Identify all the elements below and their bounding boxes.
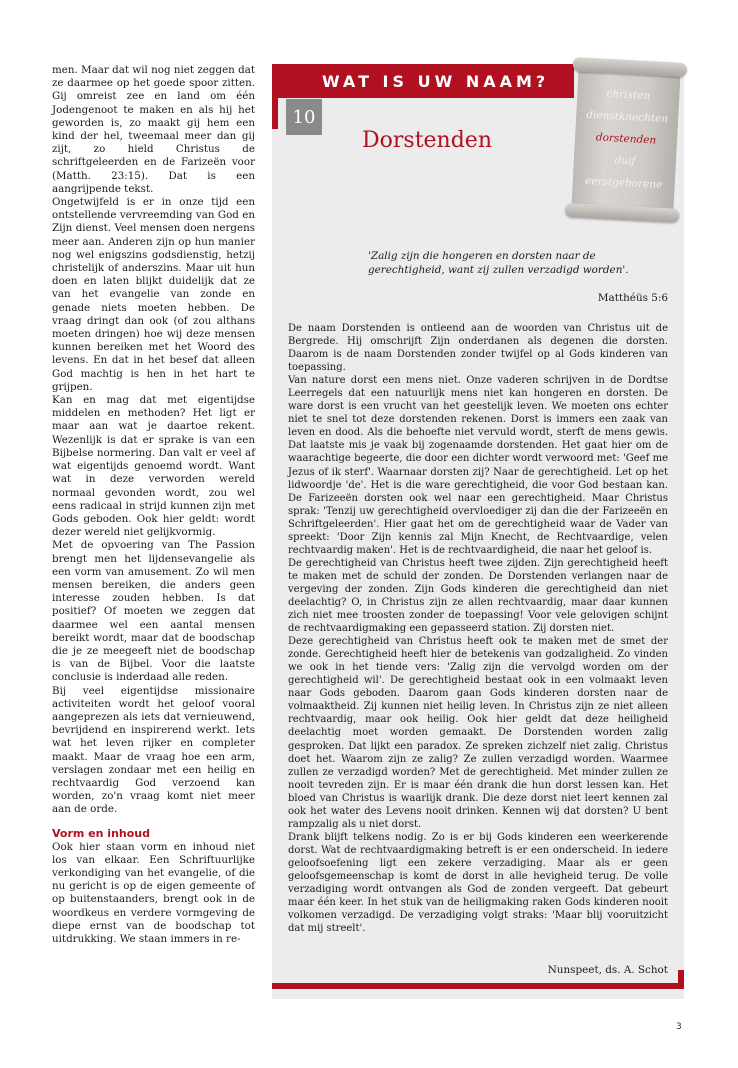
name-item: eerstgeborene <box>584 174 663 191</box>
name-item: dienstknechten <box>586 108 669 126</box>
episode-number: 10 <box>286 99 322 135</box>
article-title: Dorstenden <box>362 128 492 153</box>
author-signature: Nunspeet, ds. A. Schot <box>547 964 668 976</box>
left-column <box>52 64 255 946</box>
left-paragraph: Ongetwijfeld is er in onze tijd een ontstellende vervreemding van God en Zijn dienst. Veel mensen doen nergens meer aan. Anderen zijn op hun manier nog wel enigszins godsdienstig, hetzij christelijk of anderszins. Maar uit hun doen en laten blijkt duidelijk dat ze van het evangelie van zonde en genade niets moeten hebben. De vraag dringt dan ook (of zou althans moeten dringen) hoe wij deze mensen kunnen bereiken met het Woord des levens. En dat in het besef dat alleen God machtig is hen in het hart te grijpen. <box>52 196 255 393</box>
article-body <box>288 322 668 935</box>
body-paragraph: Deze gerechtigheid van Christus heeft ook te maken met de smet der zonde. Gerechtigheid heeft hier de betekenis van godzaligheid. Zo vinden we ook in het tiende vers: 'Zalig zijn die vervolgd worden om der gerechtigheid wil'. De gerechtigheid bestaat ook in een volmaakt leven naar Gods geboden. Daarom gaan Gods kinderen dorsten naar de volmaaktheid. Zij kunnen niet heilig leven. In Christus zijn ze niet alleen rechtvaardig, maar ook heilig. Ook hier geldt dat deze heiligheid deelachtig moet worden gemaakt. De Dorstenden worden zalig gesproken. Dat lijkt een paradox. Ze spreken zichzelf niet zalig. Christus doet het. Waarom zijn ze zalig? Ze zullen verzadigd worden. Waarmee zullen ze verzadigd worden? Met de gerechtigheid. Met minder zullen ze nooit tevreden zijn. Er is maar één drank die hun dorst lessen kan. Het bloed van Christus is waarlijk drank. Die deze dorst niet leert kennen zal ook het water des Levens nooit drinken. Kennen wij dat dorsten? U bent rampzalig als u niet dorst. <box>288 636 668 830</box>
left-paragraph: Bij veel eigentijdse missionaire activiteiten wordt het geloof vooral aangeprezen als iets dat vernieuwend, bevrijdend en inspirerend werkt. Iets wat het leven rijker en completer maakt. Maar de vraag hoe een arm, verslagen zondaar met een heilig en rechtvaardig God verzoend kan worden, zo'n vraag komt niet meer aan de orde. <box>52 684 255 816</box>
name-item-active: dorstenden <box>595 131 657 147</box>
page-number: 3 <box>676 1022 682 1032</box>
left-paragraph: Kan en mag dat met eigentijdse middelen en methoden? Het ligt er maar aan wat je daartoe rekent. Wezenlijk is dat er sprake is van een Bijbelse normering. Dan valt er veel af wat eigentijds genoemd wordt. Want wat in deze verworden wereld normaal gevonden wordt, zou wel eens radicaal in strijd kunnen zijn met Gods geboden. Ook hier geldt: wordt dezer wereld niet gelijkvormig. <box>52 394 255 539</box>
scroll-illustration <box>563 57 689 223</box>
bible-reference: Matthéüs 5:6 <box>597 292 668 304</box>
names-list <box>572 81 680 196</box>
left-paragraph: men. Maar dat wil nog niet zeggen dat ze daarmee op het goede spoor zitten. Gij omreist zee en land om één Jodengenoot te maken en als hij het geworden is, zo maakt gij hem een kind der hel, tweemaal meer dan gij zijt, zo hield Christus de schriftgeleerden en de Farizeën voor (Matth. 23:15). Dat is een aangrijpende tekst. <box>52 64 255 195</box>
name-item: christen <box>606 87 651 103</box>
body-paragraph: De naam Dorstenden is ontleend aan de woorden van Christus uit de Bergrede. Hij omschrijft Zijn onderdanen als degenen die dorsten. Daarom is de naam Dorstenden zonder twijfel op al Gods kinderen van toepassing. <box>288 323 668 374</box>
subheading-vorm-en-inhoud: Vorm en inhoud <box>52 826 151 840</box>
bible-quote: 'Zalig zijn die hongeren en dorsten naar de gerechtigheid, want zij zullen verzadigd worden'. <box>368 250 629 276</box>
left-paragraph: Met de opvoering van The Passion brengt men het lijdensevangelie als een vorm van amusement. Zo wil men mensen bereiken, die anders geen interesse zouden hebben. Is dat positief? Of moeten we zeggen dat daarmee wel een aantal mensen bereikt wordt, maar dat de boodschap die je ze meegeeft niet de boodschap is van de Bijbel. Voor die laatste conclusie is inderdaad alle reden. <box>52 539 255 684</box>
left-paragraph: Ook hier staan vorm en inhoud niet los van elkaar. Een Schriftuurlijke verkondiging van het evangelie, of die nu gericht is op de eigen gemeente of op buitenstaanders, brengt ook in de woordkeus en verdere vormgeving de diepe ernst van de boodschap tot uitdrukking. We staan immers in re- <box>52 840 255 945</box>
accent-bar-right <box>678 970 684 989</box>
name-item: duif <box>614 154 636 168</box>
body-paragraph: Drank blijft telkens nodig. Zo is er bij Gods kinderen een weerkerende dorst. Wat de rechtvaardigmaking betreft is er een onderscheid. In iedere geloofsoefening ligt een zekere verzadiging. Maar als er geen geloofsgemeenschap is komt de dorst in alle hevigheid terug. De volle verzadiging wordt ontvangen als God de zonden vergeeft. Dat gebeurt maar één keer. In het stuk van de heiligmaking raken Gods kinderen nooit volkomen verzadigd. De verzadiging volgt straks: 'Maar blij vooruitzicht dat mij streelt'. <box>288 831 668 935</box>
accent-bar-bottom <box>272 983 684 989</box>
body-paragraph: De gerechtigheid van Christus heeft twee zijden. Zijn gerechtigheid heeft te maken met de schuld der zonden. De Dorstenden verlangen naar de vergeving der zonden. Zijn Gods kinderen die gerechtigheid dan niet deelachtig? O, in Christus zijn ze allen rechtvaardig, maar daar kunnen zich niet mee troosten zonder de toepassing! Voor vele gelovigen schijnt de rechtvaardigmaking een gepasseerd station. Zij dorsten niet. <box>288 557 668 635</box>
body-paragraph: Van nature dorst een mens niet. Onze vaderen schrijven in de Dordtse Leerregels dat een natuurlijk mens niet kan hongeren en dorsten. De ware dorst is een vrucht van het geestelijk leven. We moeten ons echter niet te snel tot deze dorstenden rekenen. Dorst is immers een zaak van leven en dood. Als die behoefte niet vervuld wordt, sterft de mens gewis. Dat laatste mis je vaak bij zogenaamde dorstenden. Het gaat hier om de waarachtige begeerte, die door een dichter wordt verwoord met: 'Geef me Jezus of ik sterf'. Waarnaar dorsten zij? Naar de gerechtigheid. Let op het lidwoordje 'de'. Het is die ware gerechtigheid, die voor God bestaan kan. De Farizeeën dorsten ook wel naar een gerechtigheid. Maar Christus sprak: 'Tenzij uw gerechtigheid overvloediger zij dan die der Farizeeën en Schriftgeleerden'. Hier gaat het om de gerechtigheid waar de Vader van spreekt: 'Door Zijn kennis zal Mijn Knecht, de Rechtvaardige, velen rechtvaardig maken'. Het is de rechtvaardigheid, die naar het geloof is. <box>288 375 668 556</box>
series-banner: WAT IS UW NAAM? <box>272 64 574 98</box>
